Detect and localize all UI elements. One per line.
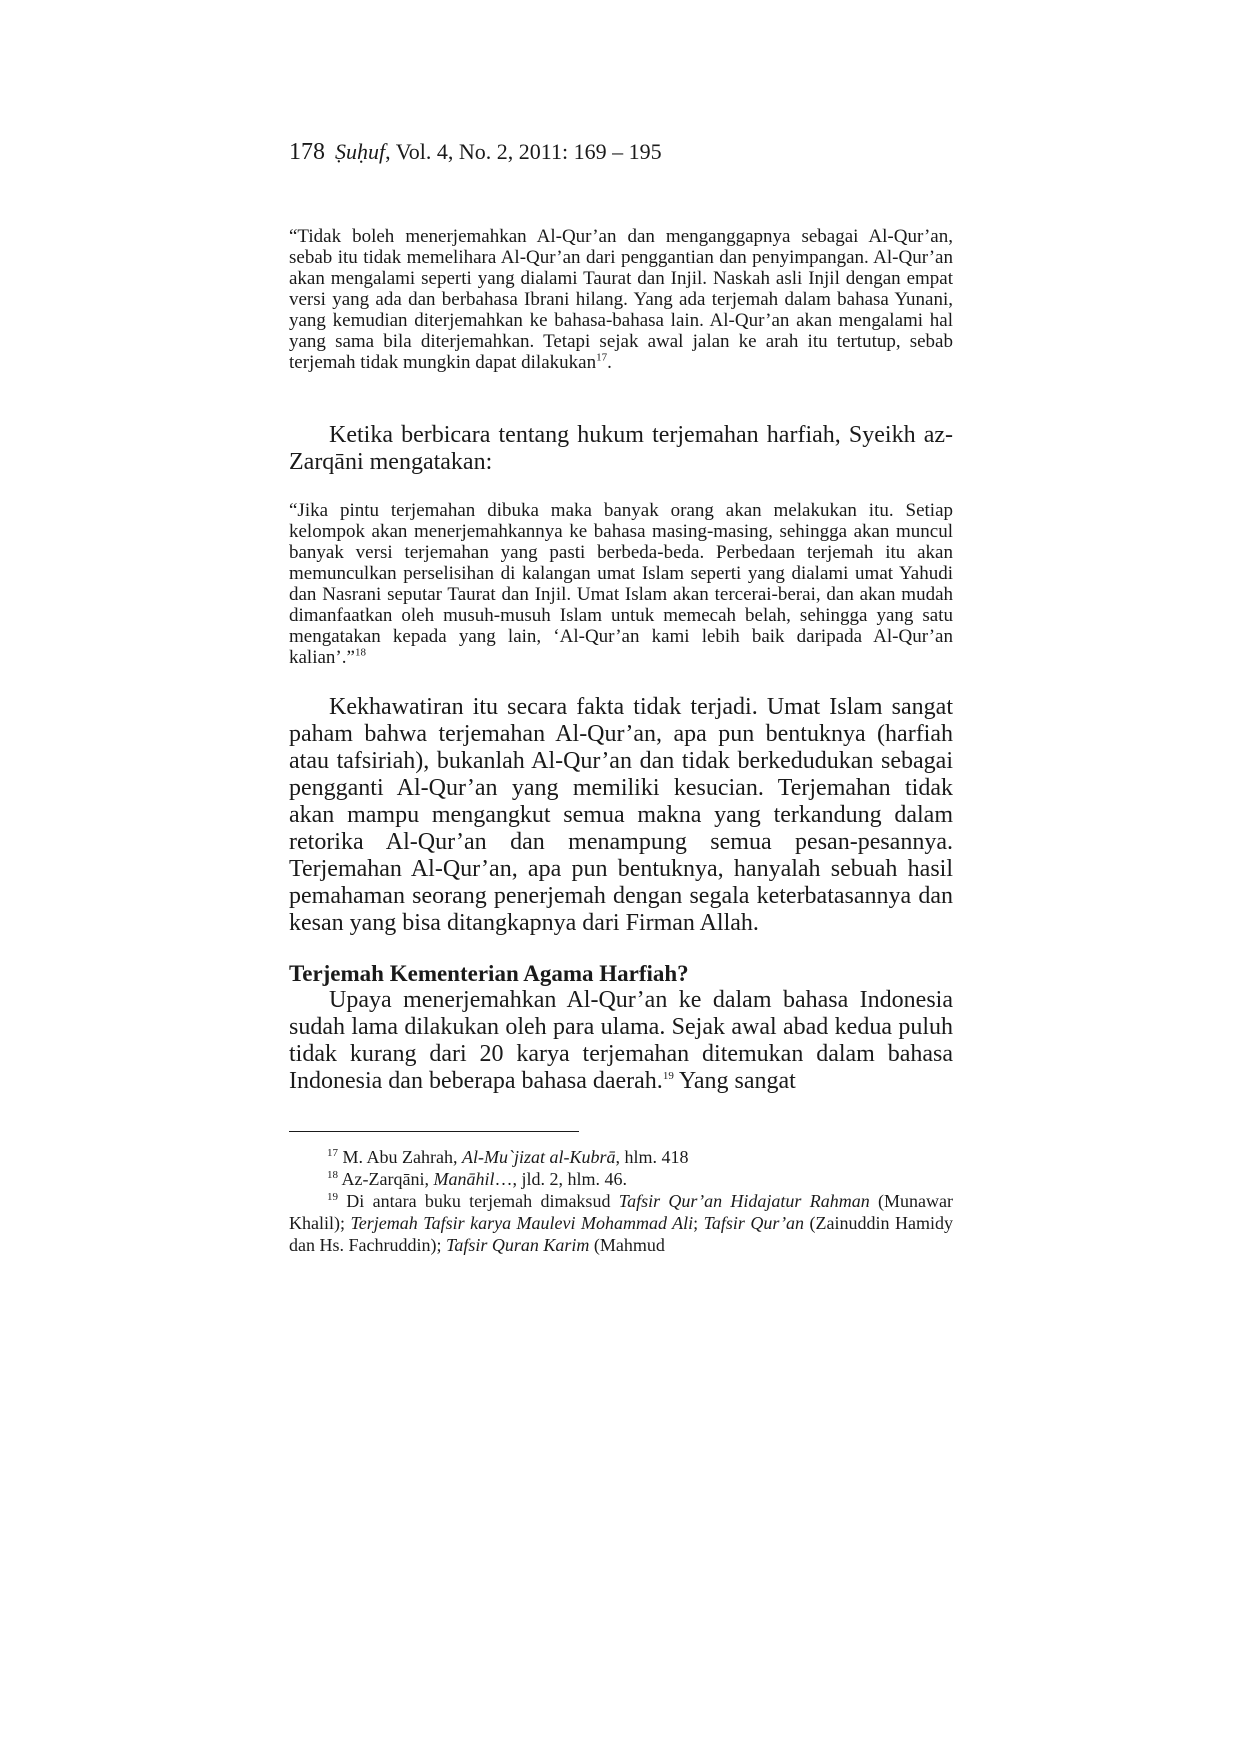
footnote-text: (Munawar Khalil); (289, 1191, 953, 1233)
footnote-number: 17 (327, 1147, 338, 1159)
footnote-text: ; (693, 1213, 704, 1233)
footnote-text: (Zainuddin Hamidy dan Hs. Fachruddin); (289, 1213, 953, 1255)
page-number: 178 (289, 139, 325, 165)
footnote-title: Tafsir Qur’an Hidajatur Rahman (618, 1191, 870, 1211)
quote-paragraph (289, 500, 953, 668)
quote-paragraph (289, 226, 953, 373)
footnote-text: Az-Zarqāni, (338, 1169, 434, 1189)
footnote-17 (289, 1146, 953, 1168)
journal-title: Ṣuḥuf (335, 139, 386, 164)
footnote-number: 18 (327, 1169, 338, 1181)
paragraph-text: Upaya menerjemahkan Al-Qur’an ke dalam bahasa Indonesia sudah lama dilakukan oleh para ulama. Sejak awal abad kedua puluh tidak kurang dari 20 karya terjemahan ditemukan dalam bahasa Indonesia dan beberapa bahasa daerah. (289, 987, 953, 1094)
paragraph-text: Kekhawatiran itu secara fakta tidak terjadi. Umat Islam sangat paham bahwa terjemahan Al-Qur’an, apa pun bentuknya (harfiah atau tafsiriah), bukanlah Al-Qur’an dan tidak berkedudukan sebagai pengganti Al-Qur’an yang memiliki kesucian. Terjemahan tidak akan mampu mengangkut semua makna yang terkandung dalam retorika Al-Qur’an dan menampung semua pesan-pesannya. Terjemahan Al-Qur’an, apa pun bentuknya, hanyalah sebuah hasil pemahaman seorang penerjemah dengan segala keterbatasannya dan kesan yang bisa ditangkapnya dari Firman Allah. (289, 694, 953, 936)
section-heading: Terjemah Kementerian Agama Harfiah? (289, 961, 689, 986)
footnote-text: …, jld. 2, hlm. 46. (494, 1169, 627, 1189)
footnote-title: Terjemah Tafsir karya Maulevi Mohammad Ali (350, 1213, 694, 1233)
block-quote-1 (289, 226, 953, 373)
footnote-separator (289, 1131, 579, 1132)
quote-tail: . (607, 352, 612, 373)
journal-citation: , Vol. 4, No. 2, 2011: 169 – 195 (385, 139, 662, 164)
footnote-18 (289, 1168, 953, 1190)
footnote-title: Manāhil (433, 1169, 495, 1189)
footnote-title: Tafsir Quran Karim (445, 1235, 590, 1255)
footnote-number: 19 (327, 1191, 338, 1203)
footnote-title: Al-Mu`jizat al-Kubrā (461, 1147, 616, 1167)
paragraph-text: Ketika berbicara tentang hukum terjemahan harfiah, Syeikh az-Zarqāni mengatakan: (289, 422, 953, 475)
body-paragraph-2 (289, 694, 953, 937)
section-paragraph (289, 987, 953, 1095)
footnotes (289, 1146, 953, 1256)
footnote-ref-18[interactable]: 18 (354, 646, 366, 659)
section (289, 960, 953, 1095)
footnote-19 (289, 1190, 953, 1256)
footnote-text: M. Abu Zahrah, (338, 1147, 462, 1167)
footnote-ref-19[interactable]: 19 (662, 1070, 674, 1082)
quote-text: “Tidak boleh menerjemahkan Al-Qur’an dan menganggapnya sebagai Al-Qur’an, sebab itu tidak memelihara Al-Qur’an dari penggantian dan penyimpangan. Al-Qur’an akan mengalami seperti yang dialami Taurat dan Injil. Naskah asli Injil dengan empat versi yang ada dan berbahasa Ibrani hilang. Yang ada terjemah dalam bahasa Yunani, yang kemudian diterjemahkan ke bahasa-bahasa lain. Al-Qur’an akan mengalami hal yang sama bila diterjemahkan. Tetapi sejak awal jalan ke arah itu tertutup, sebab terjemah tidak mungkin dapat dilakukan (289, 226, 953, 373)
footnote-text: Di antara buku terjemah dimaksud (338, 1191, 619, 1211)
paragraph-tail: Yang sangat (673, 1068, 796, 1094)
quote-text: “Jika pintu terjemahan dibuka maka banyak orang akan melakukan itu. Setiap kelompok akan menerjemahkannya ke bahasa masing-masing, sehingga akan muncul banyak versi terjemahan yang pasti berbeda-beda. Perbedaan terjemah itu akan memunculkan perselisihan di kalangan umat Islam seperti yang dialami umat Yahudi dan Nasrani seputar Taurat dan Injil. Umat Islam akan tercerai-berai, dan akan mudah dimanfaatkan oleh musuh-musuh Islam untuk memecah belah, sehingga yang satu mengatakan kepada yang lain, ‘Al-Qur’an kami lebih baik daripada Al-Qur’an kalian’.” (289, 500, 953, 668)
footnote-text: , hlm. 418 (615, 1147, 689, 1167)
block-quote-2 (289, 500, 953, 668)
footnote-text: (Mahmud (589, 1235, 665, 1255)
footnote-ref-17[interactable]: 17 (596, 351, 608, 364)
body-paragraph-1 (289, 422, 953, 476)
footnote-title: Tafsir Qur’an (703, 1213, 805, 1233)
running-header (289, 138, 662, 166)
